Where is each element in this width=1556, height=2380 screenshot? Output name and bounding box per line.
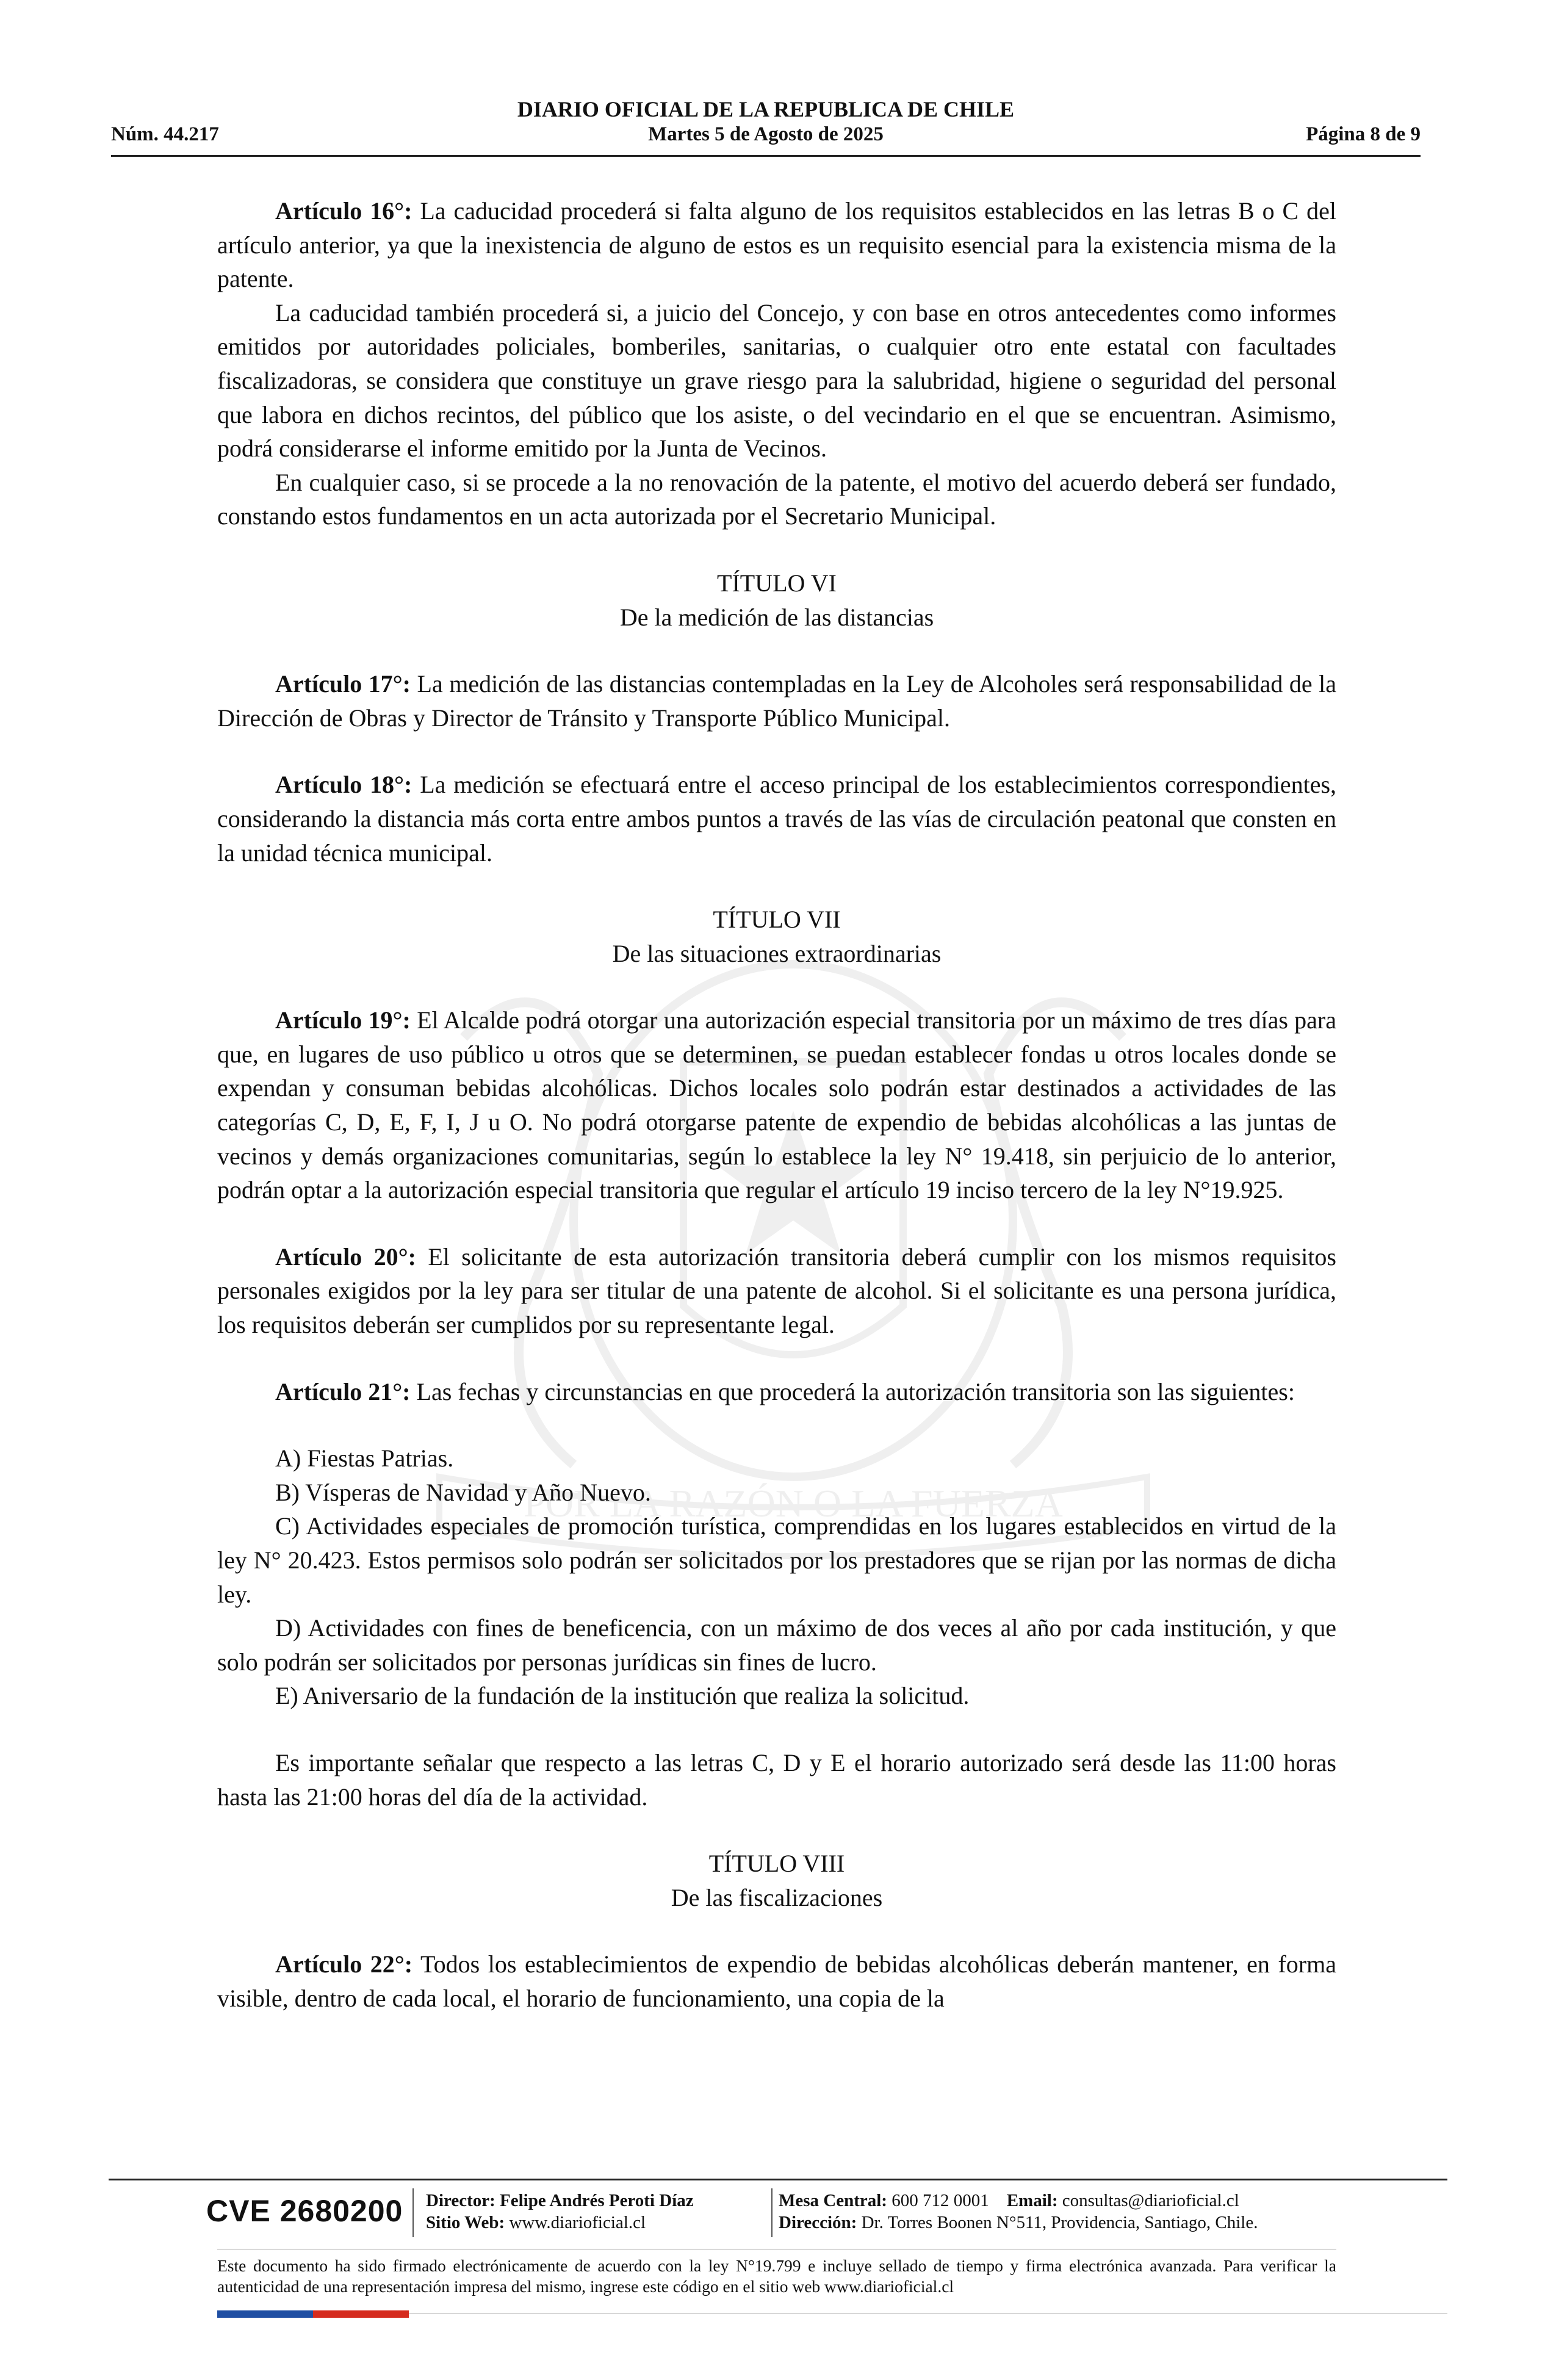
page-number: Página 8 de 9 (1306, 123, 1421, 145)
issue-date: Martes 5 de Agosto de 2025 (648, 123, 884, 145)
article-20-label: Artículo 20°: (275, 1242, 416, 1271)
article-16-paragraph-3: En cualquier caso, si se procede a la no renovación de la patente, el motivo del acuerdo deberá ser fundado, constando estos fundamentos en un acta autorizada por el Secretario Municipal. (217, 468, 1336, 530)
title-viii-heading: TÍTULO VIII (708, 1850, 845, 1878)
flag-red-band (313, 2310, 409, 2318)
watermark-motto: POR LA RAZÓN O LA FUERZA (524, 1482, 1063, 1525)
list-item: B) Vísperas de Navidad y Año Nuevo. (275, 1478, 651, 1506)
signature-notice: Este documento ha sido firmado electrónicamente de acuerdo con la ley N°19.799 e incluye sellado de tiempo y firma electrónica avanzada. Para verificar la autenticidad de una representación impresa del mismo, ingrese este código en el sitio web www.diarioficial.cl (217, 2256, 1336, 2296)
phone-label: Mesa Central: (779, 2191, 887, 2210)
article-18-text: La medición se efectuará entre el acceso principal de los establecimientos correspondientes, considerando la distancia más corta entre ambos puntos a través de las vías de circulación peatonal que consten en la unidad técnica municipal. (217, 771, 1337, 867)
article-17-text: La medición de las distancias contempladas en la Ley de Alcoholes será responsabilidad de la Dirección de Obras y Director de Tránsito y Transporte Público Municipal. (217, 670, 1336, 732)
flag-blue-band (217, 2310, 313, 2318)
address-text: Dr. Torres Boonen N°511, Providencia, Santiago, Chile. (861, 2213, 1258, 2232)
email-link[interactable]: consultas@diarioficial.cl (1062, 2191, 1239, 2210)
list-item: E) Aniversario de la fundación de la institución que realiza la solicitud. (275, 1682, 970, 1710)
article-16-paragraph-2: La caducidad también procederá si, a juicio del Concejo, y con base en otros antecedentes como informes emitidos por autoridades policiales, bomberiles, sanitarias, o cualquier otro ente estatal con facultades fiscalizadoras, se considera que constituye un grave riesgo para la salubridad, higiene o seguridad del personal que labora en dichos recintos, del público que los asiste, o del vecindario en el que se encuentran. Asimismo, podrá considerarse el informe emitido por la Junta de Vecinos. (217, 298, 1336, 463)
article-17-label: Artículo 17°: (275, 670, 411, 698)
title-vi-heading: TÍTULO VI (717, 569, 837, 597)
footer-divider (109, 2179, 1447, 2180)
article-16-paragraph-1 (217, 194, 1336, 296)
phone-number: 600 712 0001 (891, 2191, 989, 2210)
director-name: Felipe Andrés Peroti Díaz (500, 2191, 694, 2210)
footer-separator (771, 2188, 773, 2237)
article-21-label: Artículo 21°: (275, 1377, 411, 1405)
header-divider (111, 155, 1421, 157)
flag-stripe (217, 2310, 409, 2318)
article-19 (217, 1003, 1336, 1207)
article-16-label: Artículo 16°: (275, 197, 412, 225)
list-item: D) Actividades con fines de beneficencia, con un máximo de dos veces al año por cada institución, y que solo podrán ser solicitados por personas jurídicas sin fines de lucro. (217, 1614, 1336, 1676)
footer-separator (412, 2188, 414, 2237)
title-vi-subheading: De la medición de las distancias (619, 603, 934, 631)
article-22-text: Todos los establecimientos de expendio de bebidas alcohólicas deberán mantener, en forma visible, dentro de cada local, el horario de funcionamiento, una copia de la (217, 1950, 1336, 2012)
article-21 (217, 1375, 1336, 1409)
article-21-text: Las fechas y circunstancias en que procederá la autorización transitoria son las siguientes: (416, 1377, 1295, 1405)
article-18-label: Artículo 18°: (275, 771, 412, 799)
article-22 (217, 1947, 1336, 2015)
article-16-text: La caducidad procederá si falta alguno de los requisitos establecidos en las letras B o C del artículo anterior, ya que la inexistencia de alguno de estos es un requisito esencial para la existencia misma de la patente. (217, 197, 1337, 293)
list-item: C) Actividades especiales de promoción turística, comprendidas en los lugares establecidos en virtud de la ley N° 20.423. Estos permisos solo podrán ser solicitados por los prestadores que se rijan por las normas de dicha ley. (217, 1512, 1336, 1608)
website-label: Sitio Web: (426, 2213, 505, 2232)
address-label: Dirección: (779, 2213, 857, 2232)
article-20 (217, 1240, 1336, 1342)
page-footer (109, 2186, 1447, 2241)
director-block (426, 2190, 694, 2234)
title-vii-heading: TÍTULO VII (713, 906, 841, 934)
title-viii-subheading: De las fiscalizaciones (671, 1883, 883, 1911)
page-header (111, 92, 1421, 159)
list-item: A) Fiestas Patrias. (275, 1444, 454, 1473)
title-vii-subheading: De las situaciones extraordinarias (612, 939, 942, 967)
document-body (217, 194, 1336, 2016)
article-18 (217, 768, 1336, 870)
article-21-note: Es importante señalar que respecto a las letras C, D y E el horario autorizado será desde las 11:00 horas hasta las 21:00 horas del día de la actividad. (217, 1748, 1336, 1811)
article-19-label: Artículo 19°: (275, 1006, 411, 1034)
contact-block (779, 2190, 1258, 2234)
email-label: Email: (1006, 2191, 1058, 2210)
newspaper-title: DIARIO OFICIAL DE LA REPUBLICA DE CHILE (517, 97, 1015, 121)
article-19-text: El Alcalde podrá otorgar una autorización especial transitoria por un máximo de tres días para que, en lugares de uso público u otros que se determinen, se puedan establecer fondas u otros locales donde se expendan y consuman bebidas alcohólicas. Dichos locales solo podrán estar destinados a actividades de las categorías C, D, E, F, I, J u O. No podrá otorgarse patente de expendio de bebidas alcohólicas a las juntas de vecinos y demás organizaciones comunitarias, según lo establece la ley N° 19.418, sin perjuicio de lo anterior, podrán optar a la autorización especial transitoria que regular el artículo 19 inciso tercero de la ley N°19.925. (217, 1006, 1336, 1204)
cve-code: CVE 2680200 (206, 2194, 403, 2228)
issue-number: Núm. 44.217 (111, 123, 219, 145)
website-link[interactable]: www.diarioficial.cl (509, 2213, 646, 2232)
article-20-text: El solicitante de esta autorización transitoria deberá cumplir con los mismos requisitos personales exigidos por la ley para ser titular de una patente de alcohol. Si el solicitante es una persona jurídica, los requisitos deberán ser cumplidos por su representante legal. (217, 1242, 1337, 1339)
director-label: Director: (426, 2191, 495, 2210)
article-22-label: Artículo 22°: (275, 1950, 413, 1978)
article-17 (217, 667, 1336, 735)
